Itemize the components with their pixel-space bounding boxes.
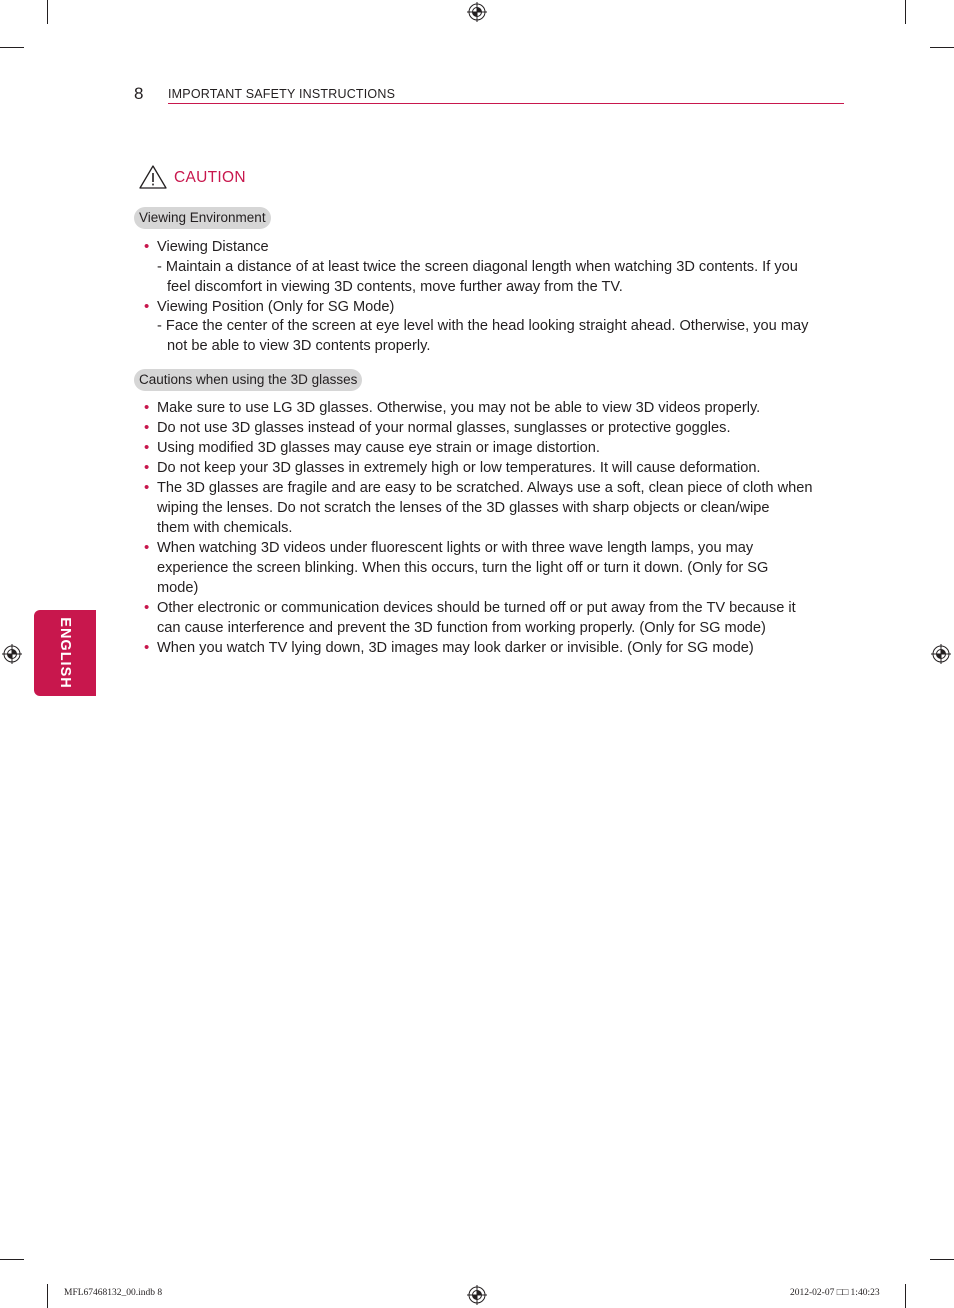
crop-mark bbox=[47, 0, 48, 24]
language-tab-label: ENGLISH bbox=[57, 617, 73, 689]
viewing-environment-heading: Viewing Environment bbox=[134, 207, 271, 229]
list-item-text: can cause interference and prevent the 3D function from working properly. (Only for SG mode) bbox=[157, 620, 766, 636]
crop-mark bbox=[905, 1284, 906, 1308]
bullet-icon: • bbox=[144, 599, 150, 616]
list-item-detail: not be able to view 3D contents properly. bbox=[167, 338, 431, 354]
footer-timestamp: 2012-02-07 □□ 1:40:23 bbox=[790, 1288, 880, 1298]
bullet-icon: • bbox=[144, 399, 150, 416]
list-item-text: Make sure to use LG 3D glasses. Otherwise, you may not be able to view 3D videos properly. bbox=[157, 400, 761, 416]
list-item-title: Viewing Position (Only for SG Mode) bbox=[157, 299, 395, 315]
bullet-icon: • bbox=[144, 459, 150, 476]
list-item-text: When you watch TV lying down, 3D images may look darker or invisible. (Only for SG mode) bbox=[157, 640, 754, 656]
bullet-icon: • bbox=[144, 298, 150, 315]
language-tab bbox=[34, 610, 96, 696]
crop-mark bbox=[0, 47, 24, 48]
bullet-icon: • bbox=[144, 479, 150, 496]
crop-mark bbox=[930, 1259, 954, 1260]
caution-heading: CAUTION bbox=[174, 169, 246, 186]
list-item-text: The 3D glasses are fragile and are easy to be scratched. Always use a soft, clean piece of cloth when bbox=[157, 480, 813, 496]
list-item-text: Do not keep your 3D glasses in extremely high or low temperatures. It will cause deformation. bbox=[157, 460, 761, 476]
footer-file-info: MFL67468132_00.indb 8 bbox=[64, 1288, 163, 1298]
list-item-detail: feel discomfort in viewing 3D contents, move further away from the TV. bbox=[167, 279, 623, 295]
list-item-text: Other electronic or communication devices should be turned off or put away from the TV because it bbox=[157, 600, 796, 616]
crop-mark bbox=[0, 1259, 24, 1260]
registration-mark-icon bbox=[1, 643, 23, 665]
list-item-text: wiping the lenses. Do not scratch the lenses of the 3D glasses with sharp objects or clean/wipe bbox=[157, 500, 770, 516]
page-number: 8 bbox=[134, 84, 144, 103]
bullet-icon: • bbox=[144, 238, 150, 255]
crop-mark bbox=[930, 47, 954, 48]
crop-mark bbox=[905, 0, 906, 24]
bullet-icon: • bbox=[144, 439, 150, 456]
list-item-text: Using modified 3D glasses may cause eye strain or image distortion. bbox=[157, 440, 600, 456]
list-item-detail: - Face the center of the screen at eye level with the head looking straight ahead. Otherwise, you may bbox=[157, 318, 809, 334]
list-item-text: When watching 3D videos under fluorescent lights or with three wave length lamps, you may bbox=[157, 540, 754, 556]
registration-mark-icon bbox=[930, 643, 952, 665]
registration-mark-icon bbox=[466, 1284, 488, 1306]
list-item-text: experience the screen blinking. When this occurs, turn the light off or turn it down. (Only for SG bbox=[157, 560, 769, 576]
warning-triangle-icon bbox=[138, 164, 168, 190]
registration-mark-icon bbox=[466, 1, 488, 23]
glasses-cautions-heading: Cautions when using the 3D glasses bbox=[134, 369, 362, 391]
bullet-icon: • bbox=[144, 419, 150, 436]
list-item-text: them with chemicals. bbox=[157, 520, 293, 536]
list-item-title: Viewing Distance bbox=[157, 239, 269, 255]
list-item-detail: - Maintain a distance of at least twice the screen diagonal length when watching 3D contents. If you bbox=[157, 259, 798, 275]
list-item-text: mode) bbox=[157, 580, 199, 596]
bullet-icon: • bbox=[144, 539, 150, 556]
header-rule bbox=[168, 103, 844, 104]
section-title: IMPORTANT SAFETY INSTRUCTIONS bbox=[168, 87, 396, 101]
crop-mark bbox=[47, 1284, 48, 1308]
bullet-icon: • bbox=[144, 639, 150, 656]
list-item-text: Do not use 3D glasses instead of your normal glasses, sunglasses or protective goggles. bbox=[157, 420, 731, 436]
